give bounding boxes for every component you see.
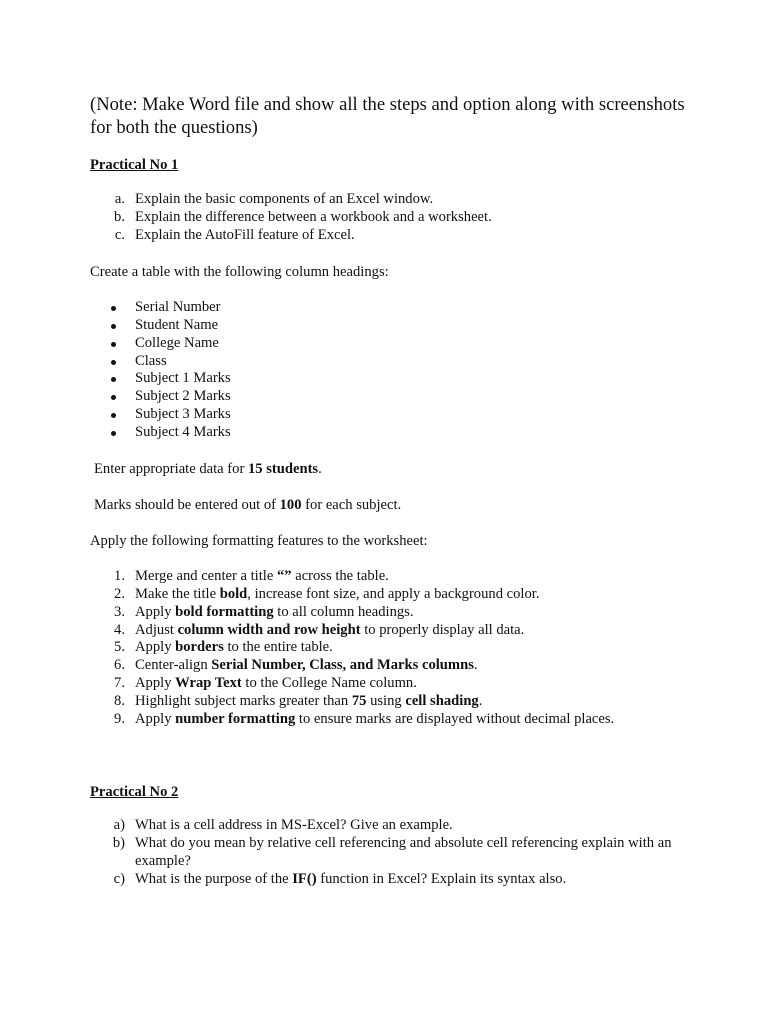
marks-instruction-text: Marks should be entered out of <box>94 497 280 513</box>
list-marker: b. <box>114 208 125 225</box>
bold-text: “” <box>276 568 292 584</box>
item-text: to the entire table. <box>223 639 333 656</box>
bold-text: Wrap Text <box>175 675 242 692</box>
list-item <box>90 871 690 889</box>
column-heading-text: Subject 4 Marks <box>135 423 231 440</box>
question-item <box>90 227 690 245</box>
list-item <box>90 604 710 622</box>
list-item <box>90 568 710 586</box>
data-instruction-bold: 15 students <box>247 461 319 477</box>
question-text: Explain the basic components of an Excel window. <box>135 191 434 207</box>
item-text: Center-align <box>135 657 212 674</box>
bullet-icon <box>111 342 116 347</box>
list-marker: 4. <box>114 621 125 638</box>
item-text: Highlight subject marks greater than <box>135 692 352 709</box>
column-heading-text: Subject 1 Marks <box>135 370 231 387</box>
list-item <box>90 586 710 604</box>
list-marker: 8. <box>114 692 125 709</box>
question-item <box>90 209 690 227</box>
item-text: to all column headings. <box>273 603 414 620</box>
bold-text: bold <box>219 585 248 602</box>
column-heading-text: Class <box>135 352 167 369</box>
question-item <box>90 191 690 209</box>
item-text: What is a cell address in MS-Excel? Give an example. <box>135 817 453 833</box>
item-text: Apply <box>135 675 176 692</box>
list-item <box>90 639 710 657</box>
item-text: function in Excel? Explain its syntax also. <box>316 870 567 887</box>
bullet-icon <box>111 324 116 329</box>
bullet-icon <box>111 431 116 436</box>
column-heading-item <box>90 388 690 406</box>
item-text: Adjust <box>135 621 178 638</box>
list-item <box>90 711 710 729</box>
list-marker: 6. <box>114 657 125 674</box>
bullet-icon <box>111 306 116 311</box>
bold-text: column width and row height <box>177 621 361 638</box>
list-marker: a. <box>114 191 125 207</box>
column-heading-text: Serial Number <box>135 299 221 315</box>
item-text: to properly display all data. <box>360 621 525 638</box>
list-marker: c. <box>114 226 125 243</box>
list-marker: 7. <box>114 675 125 692</box>
list-item <box>90 817 690 835</box>
list-marker: 9. <box>114 710 125 727</box>
item-text: Apply <box>135 639 176 656</box>
item-text: to ensure marks are displayed without decimal places. <box>295 710 615 727</box>
bold-text: number formatting <box>175 710 296 727</box>
bold-text: 75 <box>351 692 367 709</box>
column-heading-text: Subject 3 Marks <box>135 406 231 423</box>
column-heading-item <box>90 299 690 317</box>
column-heading-text: Subject 2 Marks <box>135 388 231 405</box>
item-text: What is the purpose of the <box>135 870 293 887</box>
list-marker: 1. <box>114 568 125 584</box>
practical-1-questions <box>90 191 690 245</box>
list-marker: 2. <box>114 585 125 602</box>
item-text: What do you mean by relative cell referencing and absolute cell referencing explain with an example? <box>135 834 672 869</box>
list-item <box>90 693 710 711</box>
list-marker: 5. <box>114 639 125 656</box>
data-instruction-text: Enter appropriate data for <box>94 461 248 477</box>
item-text: to the College Name column. <box>241 675 417 692</box>
list-item <box>90 657 710 675</box>
list-marker: a) <box>113 817 125 833</box>
data-instruction <box>94 460 322 478</box>
bullet-icon <box>111 377 116 382</box>
item-text: using <box>366 692 406 709</box>
item-text: Merge and center a title <box>135 568 277 584</box>
column-heading-item <box>90 370 690 388</box>
list-item <box>90 622 710 640</box>
question-text: Explain the AutoFill feature of Excel. <box>135 226 355 243</box>
bullet-icon <box>111 413 116 418</box>
marks-instruction-end: for each subject. <box>301 497 402 513</box>
data-instruction-end: . <box>318 461 322 477</box>
list-item <box>90 835 690 871</box>
column-heading-text: College Name <box>135 334 219 351</box>
column-heading-item <box>90 335 690 353</box>
item-text: Apply <box>135 603 176 620</box>
item-text: Apply <box>135 710 176 727</box>
bold-text: Serial Number, Class, and Marks columns <box>211 657 474 674</box>
list-marker: b) <box>112 834 125 851</box>
item-text: , increase font size, and apply a background color. <box>247 585 540 602</box>
column-heading-item <box>90 424 690 442</box>
column-heading-text: Student Name <box>135 316 219 333</box>
column-heading-item <box>90 317 690 335</box>
item-text: across the table. <box>291 568 389 584</box>
bullet-icon <box>111 360 116 365</box>
list-marker: c) <box>113 870 125 887</box>
practical-2-questions <box>90 817 690 888</box>
marks-instruction <box>94 496 401 514</box>
bold-text: IF() <box>292 870 317 887</box>
column-heading-item <box>90 353 690 371</box>
marks-instruction-bold: 100 <box>279 497 302 513</box>
formatting-steps-list <box>90 568 710 729</box>
question-text: Explain the difference between a workbook and a worksheet. <box>135 208 492 225</box>
practical-1-heading: Practical No 1 <box>90 157 179 173</box>
item-text: Make the title <box>135 585 220 602</box>
formatting-intro: Apply the following formatting features to the worksheet: <box>90 533 428 549</box>
list-marker: 3. <box>114 603 125 620</box>
bold-text: cell shading <box>405 692 479 709</box>
table-intro: Create a table with the following column headings: <box>90 264 389 280</box>
practical-2-heading: Practical No 2 <box>90 784 179 800</box>
bold-text: bold formatting <box>175 603 274 620</box>
column-headings-list <box>90 299 690 442</box>
item-text: . <box>478 692 483 709</box>
list-item <box>90 675 710 693</box>
bold-text: borders <box>175 639 224 656</box>
item-text: . <box>473 657 478 674</box>
bullet-icon <box>111 395 116 400</box>
column-heading-item <box>90 406 690 424</box>
instruction-note: (Note: Make Word file and show all the steps and option along with screenshots for both the questions) <box>90 94 685 138</box>
